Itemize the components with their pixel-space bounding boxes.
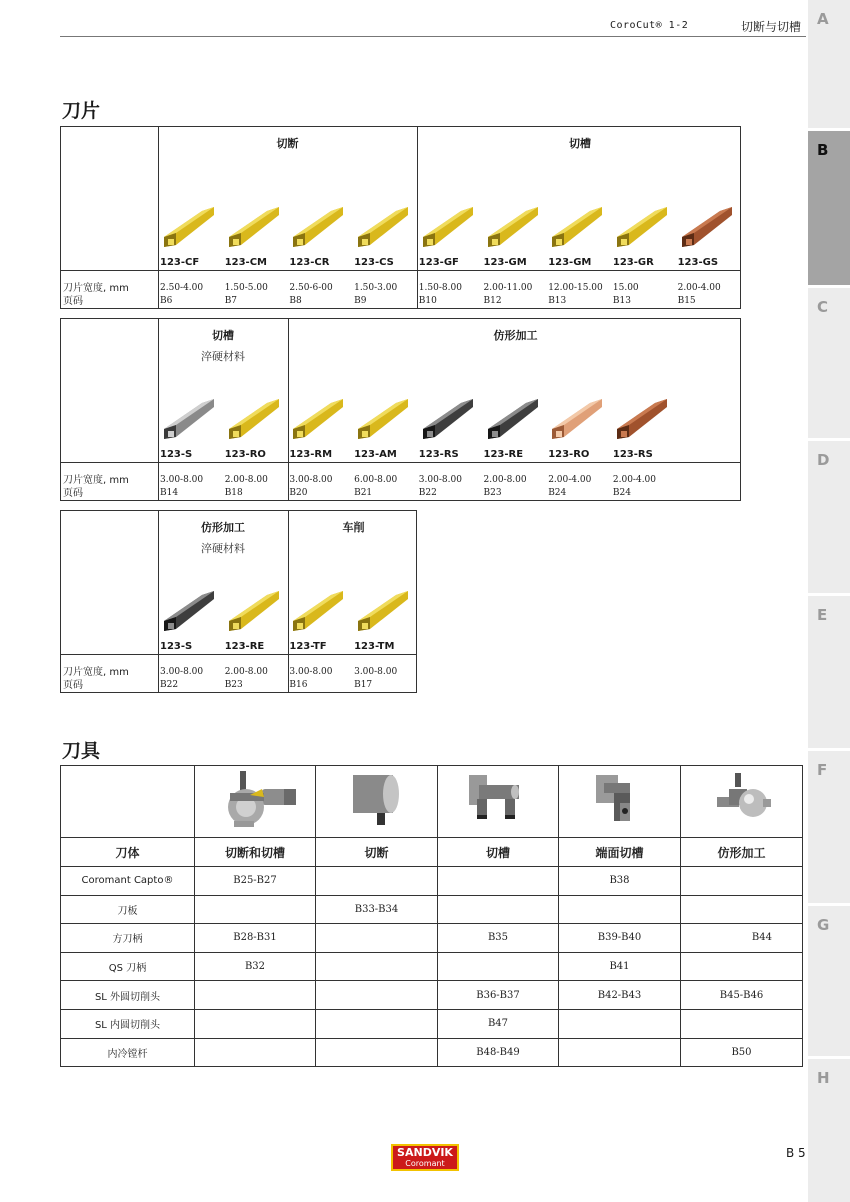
insert-page: B6 <box>160 296 173 306</box>
tool-page-cell: B42-B43 <box>559 981 681 1010</box>
insert-code: 123-S <box>160 641 193 652</box>
insert-image <box>354 199 410 257</box>
row-label-page: 页码 <box>63 488 83 499</box>
insert-code: 123-RS <box>612 449 653 460</box>
insert-image <box>613 391 669 449</box>
insert-width: 1.50-8.00 <box>418 283 462 293</box>
insert-code: 123-RM <box>289 449 333 460</box>
insert-width: 2.00-8.00 <box>224 475 268 485</box>
insert-width: 3.00-8.00 <box>289 475 333 485</box>
tool-page-cell <box>195 895 316 924</box>
insert-image <box>484 391 540 449</box>
insert-shape <box>289 583 345 637</box>
insert-shape <box>354 199 410 253</box>
tool-page-cell <box>438 952 559 981</box>
tool-page-cell <box>195 981 316 1010</box>
insert-width: 6.00-8.00 <box>354 475 398 485</box>
insert-width: 3.00-8.00 <box>160 667 204 677</box>
insert-code: 123-TM <box>354 641 395 652</box>
tab-c[interactable]: C <box>808 288 850 438</box>
insert-image <box>548 391 604 449</box>
tool-row <box>61 981 803 1010</box>
insert-shape <box>225 583 281 637</box>
tool-page-cell: B38 <box>559 867 681 896</box>
tool-body-name: SL 外圆切削头 <box>61 981 195 1010</box>
page-number: B 5 <box>786 1146 806 1160</box>
tool-body-name: 内冷镗杆 <box>61 1038 195 1067</box>
insert-width: 3.00-8.00 <box>160 475 204 485</box>
tool-row <box>61 952 803 981</box>
insert-shape <box>419 199 475 253</box>
tool-row <box>61 895 803 924</box>
insert-shape <box>484 391 540 445</box>
header-product: CoroCut® 1-2 <box>610 20 689 31</box>
insert-page: B22 <box>418 488 437 498</box>
insert-page: B12 <box>483 296 502 306</box>
insert-page: B13 <box>612 296 631 306</box>
insert-shape <box>225 391 281 445</box>
insert-code: 123-CF <box>160 257 200 268</box>
tool-header-cell: 仿形加工 <box>681 838 803 867</box>
tool-page-cell <box>316 981 438 1010</box>
insert-page: B23 <box>483 488 502 498</box>
insert-image <box>289 583 345 641</box>
tool-header-cell: 切断和切槽 <box>195 838 316 867</box>
tool-body-name: 方刀柄 <box>61 924 195 953</box>
tool-page-cell: B33-B34 <box>316 895 438 924</box>
group-label-grooving: 切槽 <box>569 137 591 150</box>
row-label-width: 刀片宽度, mm <box>63 667 129 678</box>
insert-page: B15 <box>677 296 696 306</box>
tool-image-grooving <box>438 766 559 838</box>
tool-body-name: 刀板 <box>61 895 195 924</box>
insert-shape <box>548 199 604 253</box>
group-label-parting: 切断 <box>276 137 299 150</box>
group-label-grooving: 切槽 <box>212 329 234 342</box>
insert-page: B18 <box>224 488 243 498</box>
row-label-page: 页码 <box>63 680 83 691</box>
tool-table <box>60 765 803 1067</box>
insert-shape <box>678 199 734 253</box>
insert-image <box>289 199 345 257</box>
section-title-inserts: 刀片 <box>62 100 101 122</box>
tool-image-row <box>61 766 803 838</box>
header-chapter: 切断与切槽 <box>741 20 802 34</box>
row-label-width: 刀片宽度, mm <box>63 475 129 486</box>
insert-shape <box>160 583 216 637</box>
group-label-profiling: 仿形加工 <box>201 521 245 534</box>
insert-width: 2.00-11.00 <box>483 283 533 293</box>
tool-page-cell: B32 <box>195 952 316 981</box>
insert-code: 123-GR <box>612 257 654 268</box>
tab-f[interactable]: F <box>808 751 850 903</box>
tool-page-cell: B41 <box>559 952 681 981</box>
tool-body-name: QS 刀柄 <box>61 952 195 981</box>
tool-page-cell: B44 <box>681 924 803 953</box>
chapter-tabs <box>808 0 850 1202</box>
tool-page-cell <box>681 867 803 896</box>
group-sub-hardened: 淬硬材料 <box>201 350 245 363</box>
insert-image <box>225 391 281 449</box>
insert-shape <box>484 199 540 253</box>
section-title-tools: 刀具 <box>62 740 101 762</box>
insert-width: 3.00-8.00 <box>289 667 333 677</box>
tool-header-cell: 切槽 <box>438 838 559 867</box>
tool-header-row <box>61 838 803 867</box>
insert-image <box>419 391 475 449</box>
tool-page-cell: B39-B40 <box>559 924 681 953</box>
group-label-profiling: 仿形加工 <box>493 329 538 342</box>
tool-page-cell <box>316 952 438 981</box>
tool-page-cell <box>438 867 559 896</box>
tool-page-cell <box>681 1009 803 1038</box>
row-label-width: 刀片宽度, mm <box>63 283 129 294</box>
insert-page: B20 <box>289 488 308 498</box>
insert-image <box>160 583 216 641</box>
insert-image <box>548 199 604 257</box>
tool-row <box>61 924 803 953</box>
insert-code: 123-GF <box>418 257 459 268</box>
insert-code: 123-CM <box>224 257 268 268</box>
insert-code: 123-RO <box>548 449 590 460</box>
insert-code: 123-RO <box>224 449 266 460</box>
insert-code: 123-RS <box>418 449 459 460</box>
insert-shape <box>225 199 281 253</box>
tool-page-cell <box>316 1038 438 1067</box>
tool-image-profiling <box>681 766 803 838</box>
col-divider <box>158 127 159 308</box>
insert-image <box>484 199 540 257</box>
insert-image <box>225 199 281 257</box>
insert-shape <box>419 391 475 445</box>
row-divider <box>61 654 416 655</box>
tool-page-cell: B48-B49 <box>438 1038 559 1067</box>
tool-page-cell <box>559 1038 681 1067</box>
tab-e[interactable]: E <box>808 596 850 748</box>
insert-shape <box>613 391 669 445</box>
tool-page-cell <box>316 867 438 896</box>
insert-image <box>678 199 734 257</box>
tool-page-cell <box>195 1009 316 1038</box>
insert-width: 3.00-8.00 <box>418 475 462 485</box>
insert-page: B9 <box>354 296 367 306</box>
tool-page-cell: B47 <box>438 1009 559 1038</box>
insert-shape <box>613 199 669 253</box>
tool-header-cell: 端面切槽 <box>559 838 681 867</box>
insert-table-2 <box>60 318 741 501</box>
insert-page: B17 <box>354 680 373 690</box>
insert-table-1 <box>60 126 741 309</box>
insert-width: 2.00-8.00 <box>224 667 268 677</box>
insert-page: B21 <box>354 488 373 498</box>
row-divider <box>61 270 740 271</box>
insert-page: B23 <box>224 680 243 690</box>
tool-header-cell: 切断 <box>316 838 438 867</box>
tool-page-cell <box>559 895 681 924</box>
tool-page-cell <box>195 1038 316 1067</box>
tool-image-capto <box>195 766 316 838</box>
tab-d[interactable]: D <box>808 441 850 593</box>
insert-width: 1.50-3.00 <box>354 283 398 293</box>
insert-code: 123-S <box>160 449 193 460</box>
insert-width: 2.50-6-00 <box>289 283 333 293</box>
insert-width: 1.50-5.00 <box>224 283 268 293</box>
insert-shape <box>289 391 345 445</box>
insert-image <box>160 391 216 449</box>
insert-code: 123-AM <box>354 449 397 460</box>
tab-b[interactable]: B <box>808 131 850 285</box>
insert-image <box>354 583 410 641</box>
tool-body-name: Coromant Capto® <box>61 867 195 896</box>
insert-page: B22 <box>160 680 179 690</box>
insert-shape <box>548 391 604 445</box>
row-label-page: 页码 <box>63 296 83 307</box>
insert-page: B24 <box>548 488 567 498</box>
insert-image <box>419 199 475 257</box>
insert-code: 123-GM <box>483 257 527 268</box>
insert-width: 3.00-8.00 <box>354 667 398 677</box>
insert-image <box>613 199 669 257</box>
insert-shape <box>160 199 216 253</box>
insert-width: 15.00 <box>612 283 639 293</box>
insert-page: B24 <box>612 488 631 498</box>
tool-page-cell <box>681 952 803 981</box>
tool-image-blade <box>316 766 438 838</box>
tool-body-name: SL 内圆切削头 <box>61 1009 195 1038</box>
col-divider <box>158 319 159 500</box>
insert-table-3 <box>60 510 417 693</box>
insert-shape <box>354 583 410 637</box>
tool-page-cell: B36-B37 <box>438 981 559 1010</box>
insert-code: 123-TF <box>289 641 327 652</box>
insert-code: 123-RE <box>224 641 265 652</box>
tool-page-cell: B35 <box>438 924 559 953</box>
tool-page-cell: B25-B27 <box>195 867 316 896</box>
row-divider <box>61 462 740 463</box>
insert-page: B8 <box>289 296 302 306</box>
insert-code: 123-GS <box>677 257 719 268</box>
tool-page-cell <box>681 895 803 924</box>
insert-shape <box>160 391 216 445</box>
tool-image-face-grooving <box>559 766 681 838</box>
insert-shape <box>289 199 345 253</box>
insert-image <box>225 583 281 641</box>
tool-page-cell: B45-B46 <box>681 981 803 1010</box>
sandvik-logo <box>391 1144 459 1171</box>
insert-page: B7 <box>224 296 238 306</box>
insert-page: B10 <box>418 296 437 306</box>
tool-page-cell <box>316 924 438 953</box>
insert-shape <box>354 391 410 445</box>
tab-g[interactable]: G <box>808 906 850 1056</box>
insert-image <box>160 199 216 257</box>
insert-code: 123-CS <box>354 257 394 268</box>
insert-width: 12.00-15.00 <box>548 283 603 293</box>
group-sub-hardened: 淬硬材料 <box>201 542 245 555</box>
insert-width: 2.00-4.00 <box>612 475 657 485</box>
tool-image-empty <box>61 766 195 838</box>
tool-row <box>61 867 803 896</box>
tool-page-cell: B28-B31 <box>195 924 316 953</box>
tool-page-cell <box>438 895 559 924</box>
insert-code: 123-CR <box>289 257 330 268</box>
tool-row <box>61 1038 803 1067</box>
insert-page: B13 <box>548 296 567 306</box>
tab-a[interactable]: A <box>808 0 850 128</box>
col-divider <box>158 511 159 692</box>
brand-name: SANDVIK <box>397 1146 453 1159</box>
insert-width: 2.00-8.00 <box>483 475 527 485</box>
insert-page: B16 <box>289 680 308 690</box>
insert-code: 123-GM <box>548 257 592 268</box>
insert-width: 2.50-4.00 <box>160 283 204 293</box>
insert-width: 2.00-4.00 <box>677 283 721 293</box>
group-label-turning: 车削 <box>342 521 365 534</box>
tool-page-cell <box>559 1009 681 1038</box>
insert-page: B14 <box>160 488 179 498</box>
tool-page-cell: B50 <box>681 1038 803 1067</box>
tool-page-cell <box>316 1009 438 1038</box>
tab-h[interactable]: H <box>808 1059 850 1202</box>
tool-header-cell: 刀体 <box>61 838 195 867</box>
insert-image <box>354 391 410 449</box>
brand-sub: Coromant <box>405 1159 445 1168</box>
header-divider <box>60 36 806 37</box>
insert-width: 2.00-4.00 <box>548 475 592 485</box>
insert-image <box>289 391 345 449</box>
tool-row <box>61 1009 803 1038</box>
insert-code: 123-RE <box>483 449 524 460</box>
